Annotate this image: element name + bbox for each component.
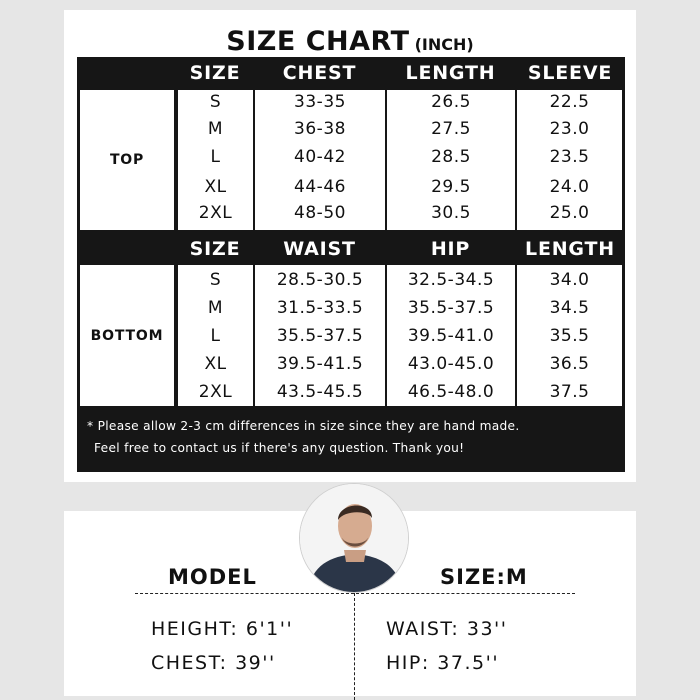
table-cell: 35.5-37.5 [407, 298, 495, 318]
table-cell: 24.0 [549, 177, 590, 197]
table-cell: L [210, 147, 221, 167]
size-chart-card [64, 10, 636, 482]
table-cell: 26.5 [431, 92, 471, 112]
table-cell: 40-42 [294, 147, 346, 167]
table-cell: 27.5 [431, 119, 471, 139]
table-cell: 35.5-37.5 [276, 326, 364, 346]
bottom-waist-column [255, 265, 385, 406]
table-cell: 43.5-45.5 [276, 382, 364, 402]
table-cell: 28.5-30.5 [276, 270, 364, 290]
table-cell: XL [204, 354, 227, 374]
table-cell: 36-38 [294, 119, 346, 139]
table-cell: 33-35 [294, 92, 346, 112]
bottom-header-waist: WAIST [283, 238, 356, 260]
top-header-chest: CHEST [282, 62, 357, 84]
title-unit: (INCH) [414, 35, 474, 54]
table-cell: 2XL [198, 382, 233, 402]
table-cell: 22.5 [549, 92, 590, 112]
table-cell: 31.5-33.5 [276, 298, 364, 318]
table-cell: 32.5-34.5 [407, 270, 495, 290]
bottom-header-length: LENGTH [525, 238, 615, 260]
table-cell: 25.0 [549, 203, 590, 223]
top-section-label: TOP [80, 90, 174, 230]
table-cell: 46.5-48.0 [407, 382, 495, 402]
bottom-header-size: SIZE [189, 238, 241, 260]
table-cell: 39.5-41.0 [407, 326, 495, 346]
bottom-section-label: BOTTOM [80, 265, 174, 406]
bottom-length-column [517, 265, 622, 406]
bottom-header-row [177, 233, 625, 263]
size-table [77, 57, 625, 472]
model-avatar [299, 483, 409, 593]
table-cell: 43.0-45.0 [407, 354, 495, 374]
bottom-header-hip: HIP [430, 238, 471, 260]
table-cell: S [209, 92, 222, 112]
model-hip: HIP: 37.5'' [386, 652, 500, 674]
table-cell: 23.5 [549, 147, 590, 167]
model-size-label: SIZE:M [440, 565, 528, 589]
top-chest-column [255, 90, 385, 230]
title-main: SIZE CHART [226, 26, 410, 57]
top-header-length: LENGTH [405, 62, 496, 84]
table-cell: M [207, 298, 224, 318]
table-cell: 34.5 [549, 298, 590, 318]
model-label: MODEL [168, 565, 257, 589]
table-cell: 36.5 [549, 354, 590, 374]
table-cell: 35.5 [549, 326, 590, 346]
note-line-1: * Please allow 2-3 cm differences in size since they are hand made. [87, 419, 520, 433]
table-cell: 23.0 [549, 119, 590, 139]
table-cell: 29.5 [431, 177, 471, 197]
note-line-2: Feel free to contact us if there's any question. Thank you! [94, 441, 465, 455]
top-sleeve-column [517, 90, 622, 230]
dashed-divider-horizontal [135, 593, 575, 594]
table-cell: L [210, 326, 221, 346]
top-size-column [178, 90, 253, 230]
model-chest: CHEST: 39'' [151, 652, 276, 674]
top-header-size: SIZE [189, 62, 241, 84]
table-cell: S [209, 270, 222, 290]
model-portrait-image [300, 484, 409, 593]
bottom-hip-column [387, 265, 515, 406]
table-cell: M [207, 119, 224, 139]
table-cell: 28.5 [431, 147, 471, 167]
bottom-size-column [178, 265, 253, 406]
table-cell: 44-46 [294, 177, 346, 197]
table-cell: 2XL [198, 203, 233, 223]
dashed-divider-vertical [354, 593, 355, 700]
model-waist: WAIST: 33'' [386, 618, 508, 640]
table-cell: 34.0 [549, 270, 590, 290]
top-length-column [387, 90, 515, 230]
top-header-sleeve: SLEEVE [527, 62, 613, 84]
top-header-row [177, 57, 625, 87]
table-cell: 48-50 [294, 203, 346, 223]
table-cell: 30.5 [431, 203, 471, 223]
table-cell: 39.5-41.5 [276, 354, 364, 374]
size-chart-title [64, 26, 636, 57]
table-cell: 37.5 [549, 382, 590, 402]
table-cell: XL [204, 177, 227, 197]
model-height: HEIGHT: 6'1'' [151, 618, 294, 640]
